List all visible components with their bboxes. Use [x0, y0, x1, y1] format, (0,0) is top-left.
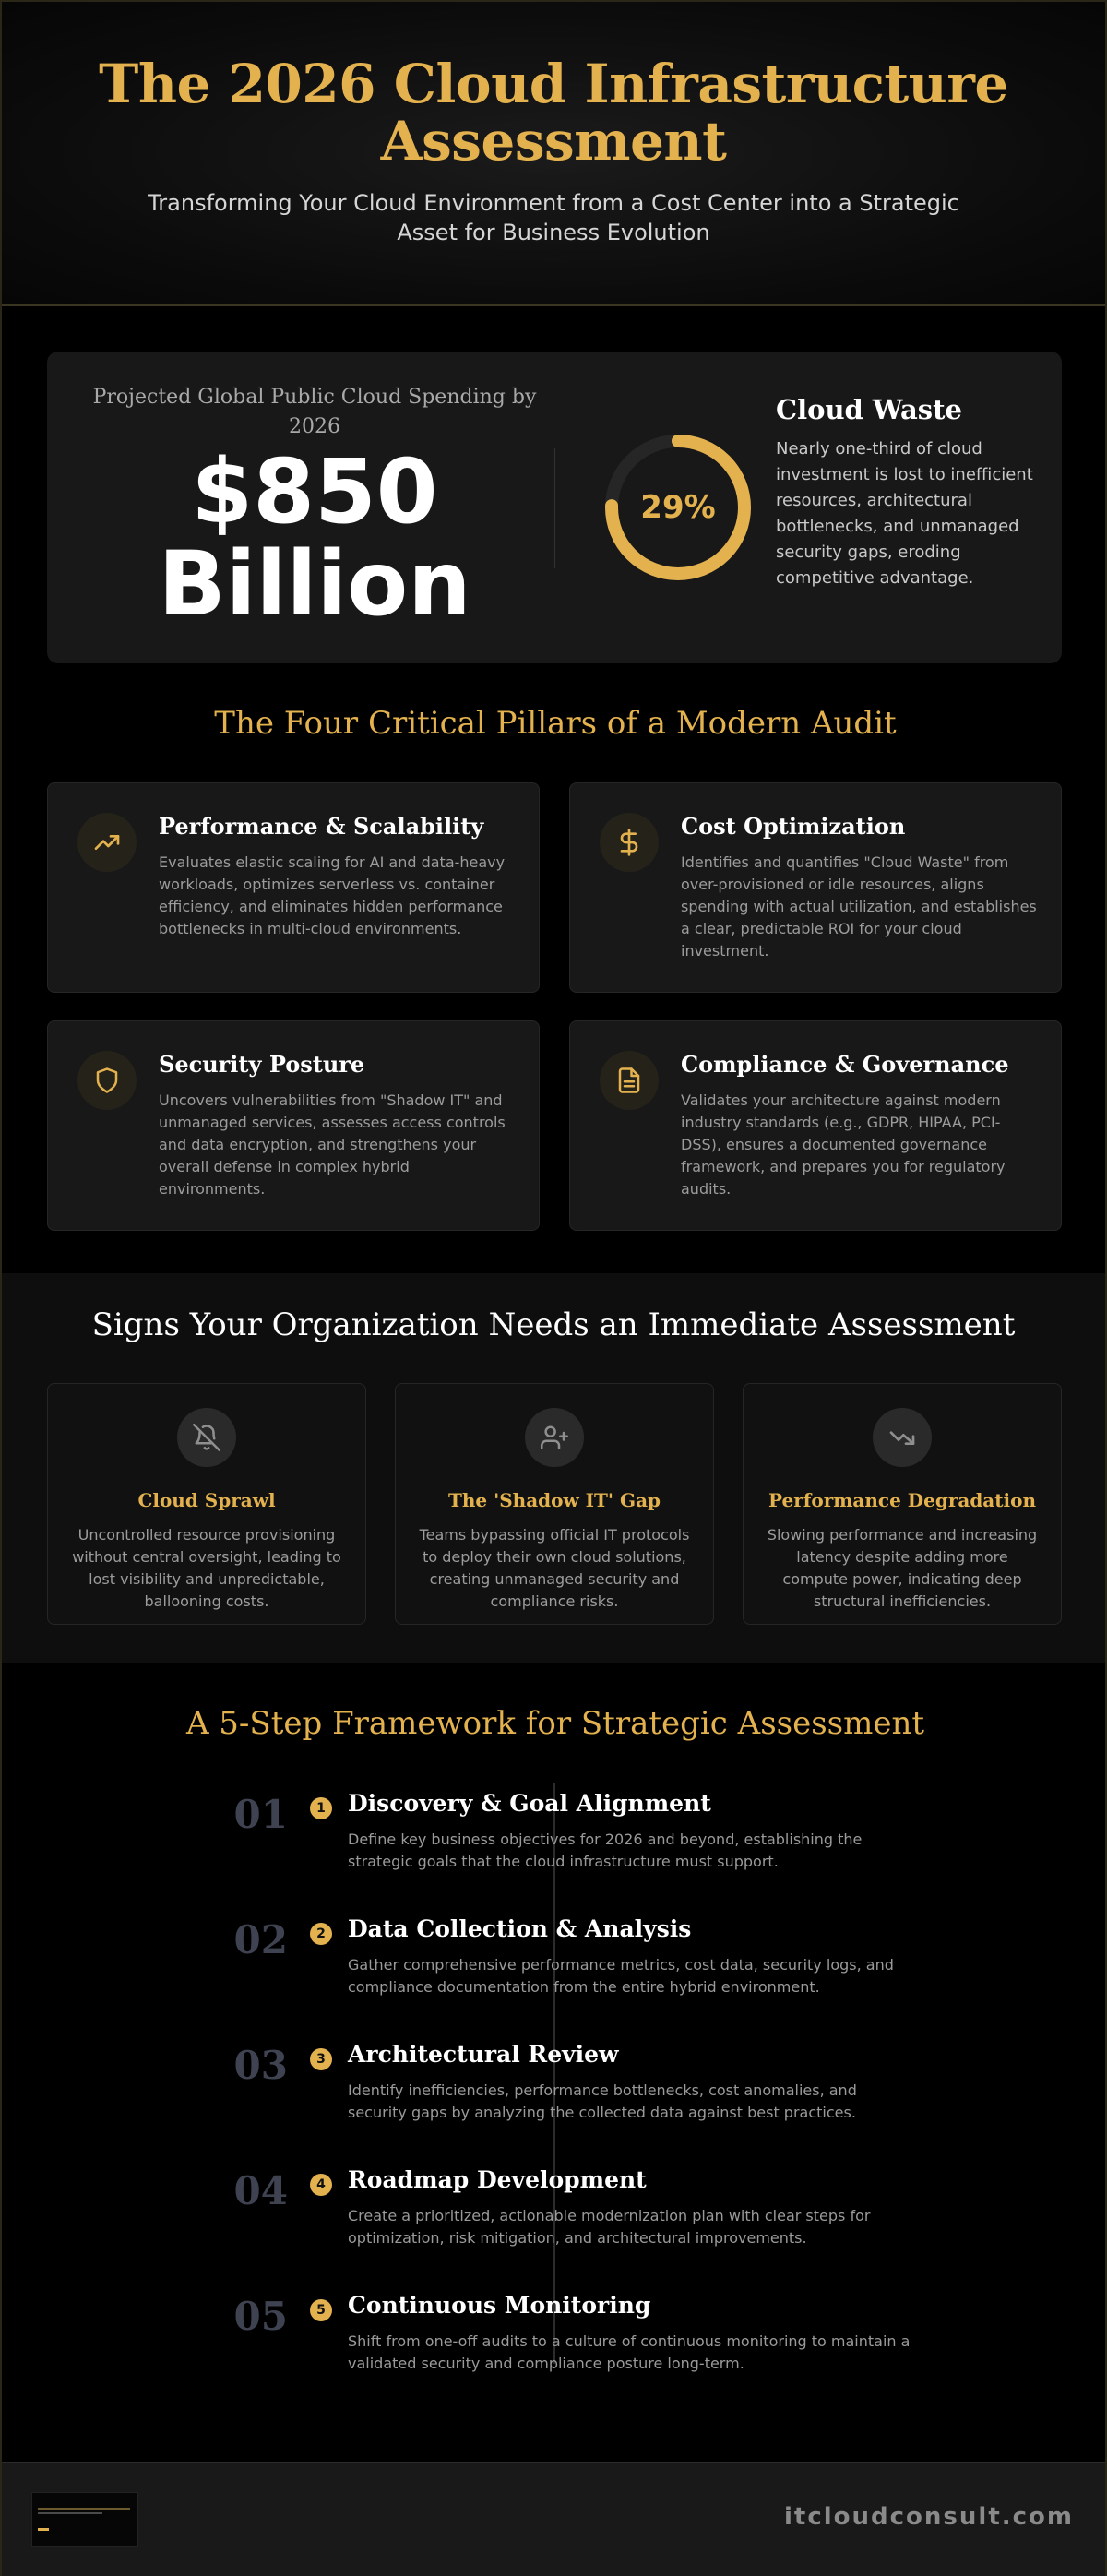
cloud-waste-block	[776, 394, 1043, 591]
step-badge: 2	[310, 1923, 332, 1945]
step-title: Discovery & Goal Alignment	[348, 1790, 711, 1817]
pillar-compliance	[569, 1020, 1062, 1231]
page-subtitle: Transforming Your Cloud Environment from a Cost Center into a Strategic Asset for Business Evolution	[148, 190, 959, 245]
step-title: Data Collection & Analysis	[348, 1915, 692, 1942]
footer-brand-link[interactable]: itcloudconsult.com	[783, 2503, 1074, 2531]
pillar-text: Evaluates elastic scaling for AI and data-heavy workloads, optimizes serverless vs. container efficiency, and eliminates hidden performance bottlenecks in multi-cloud environments.	[159, 853, 506, 937]
step-number: 04	[233, 2168, 288, 2213]
sign-card-shadow-it	[395, 1383, 714, 1625]
signs-title: Signs Your Organization Needs an Immediate Assessment	[91, 1306, 1016, 1343]
cloud-waste-title: Cloud Waste	[776, 394, 962, 425]
spending-block	[75, 383, 554, 636]
shield-icon	[77, 1051, 137, 1110]
spending-amount: $850	[191, 440, 438, 543]
spending-unit: Billion	[158, 532, 471, 636]
step-text: Define key business objectives for 2026 and beyond, establishing the strategic goals that the cloud infrastructure must support.	[348, 1831, 863, 1870]
pillars-title: The Four Critical Pillars of a Modern Audit	[214, 705, 897, 742]
user-plus-icon	[525, 1408, 584, 1467]
step-text: Create a prioritized, actionable modernization plan with clear steps for optimization, risk mitigation, and architectural improvements.	[348, 2207, 871, 2247]
step-badge: 3	[310, 2048, 332, 2070]
step-text: Identify inefficiencies, performance bottlenecks, cost anomalies, and security gaps by analyzing the collected data against best practices.	[348, 2081, 857, 2121]
page-header	[2, 2, 1105, 306]
sign-card-sprawl	[47, 1383, 366, 1625]
dollar-icon	[600, 813, 659, 872]
pillar-performance	[47, 782, 540, 993]
spending-caption: Projected Global Public Cloud Spending by 2026	[92, 386, 537, 438]
footer-thumbnail	[31, 2492, 138, 2547]
cloud-waste-text: Nearly one-third of cloud investment is lost to inefficient resources, architectural bottlenecks, and unmanaged security gaps, eroding competitive advantage.	[776, 439, 1033, 588]
page-title: The 2026 Cloud Infrastructure Assessment	[99, 53, 1008, 173]
sign-title: The 'Shadow IT' Gap	[447, 1489, 661, 1511]
stat-divider	[554, 448, 555, 568]
step-badge: 1	[310, 1797, 332, 1819]
sign-text: Slowing performance and increasing latency despite adding more compute power, indicating deep structural inefficiencies.	[767, 1526, 1038, 1610]
trend-up-icon	[77, 813, 137, 872]
cloud-waste-percent: 29%	[640, 489, 716, 526]
pillar-text: Uncovers vulnerabilities from "Shadow IT" and unmanaged services, assesses access controls and data encryption, and strengthens your overall defense in complex hybrid environments.	[159, 1091, 506, 1198]
step-number: 03	[233, 2043, 288, 2088]
pillar-text: Validates your architecture against modern industry standards (e.g., GDPR, HIPAA, PCI-DSS), ensures a documented governance framework, and prepares you for regulatory audits.	[681, 1091, 1006, 1198]
trend-down-icon	[873, 1408, 932, 1467]
sign-title: Performance Degradation	[768, 1489, 1036, 1511]
step-number: 05	[233, 2294, 288, 2339]
pillar-title: Cost Optimization	[681, 813, 906, 840]
pillar-security	[47, 1020, 540, 1231]
step-number: 02	[233, 1917, 288, 1962]
pillar-cost	[569, 782, 1062, 993]
step-number: 01	[233, 1792, 288, 1837]
step-title: Architectural Review	[348, 2041, 619, 2068]
sign-text: Uncontrolled resource provisioning without central oversight, leading to lost visibility and unpredictable, ballooning costs.	[72, 1526, 341, 1610]
page-footer	[2, 2462, 1105, 2576]
step-title: Roadmap Development	[348, 2166, 647, 2193]
step-text: Gather comprehensive performance metrics, cost data, security logs, and compliance documentation from the entire hybrid environment.	[348, 1956, 894, 1996]
sign-card-performance	[743, 1383, 1062, 1625]
sign-text: Teams bypassing official IT protocols to deploy their own cloud solutions, creating unmanaged security and compliance risks.	[419, 1526, 690, 1610]
sign-title: Cloud Sprawl	[137, 1489, 276, 1511]
step-text: Shift from one-off audits to a culture of continuous monitoring to maintain a validated security and compliance posture long-term.	[348, 2332, 911, 2372]
pillar-title: Compliance & Governance	[681, 1051, 1009, 1078]
bell-off-icon	[177, 1408, 236, 1467]
framework-title: A 5-Step Framework for Strategic Assessment	[185, 1705, 925, 1742]
step-badge: 4	[310, 2174, 332, 2196]
step-badge: 5	[310, 2299, 332, 2321]
step-title: Continuous Monitoring	[348, 2292, 651, 2319]
pillar-title: Performance & Scalability	[159, 813, 484, 840]
pillar-title: Security Posture	[159, 1051, 365, 1078]
document-icon	[600, 1051, 659, 1110]
pillar-text: Identifies and quantifies "Cloud Waste" from over-provisioned or idle resources, aligns spending with actual utilization, and establishes a clear, predictable ROI for your cloud investment.	[681, 853, 1037, 960]
